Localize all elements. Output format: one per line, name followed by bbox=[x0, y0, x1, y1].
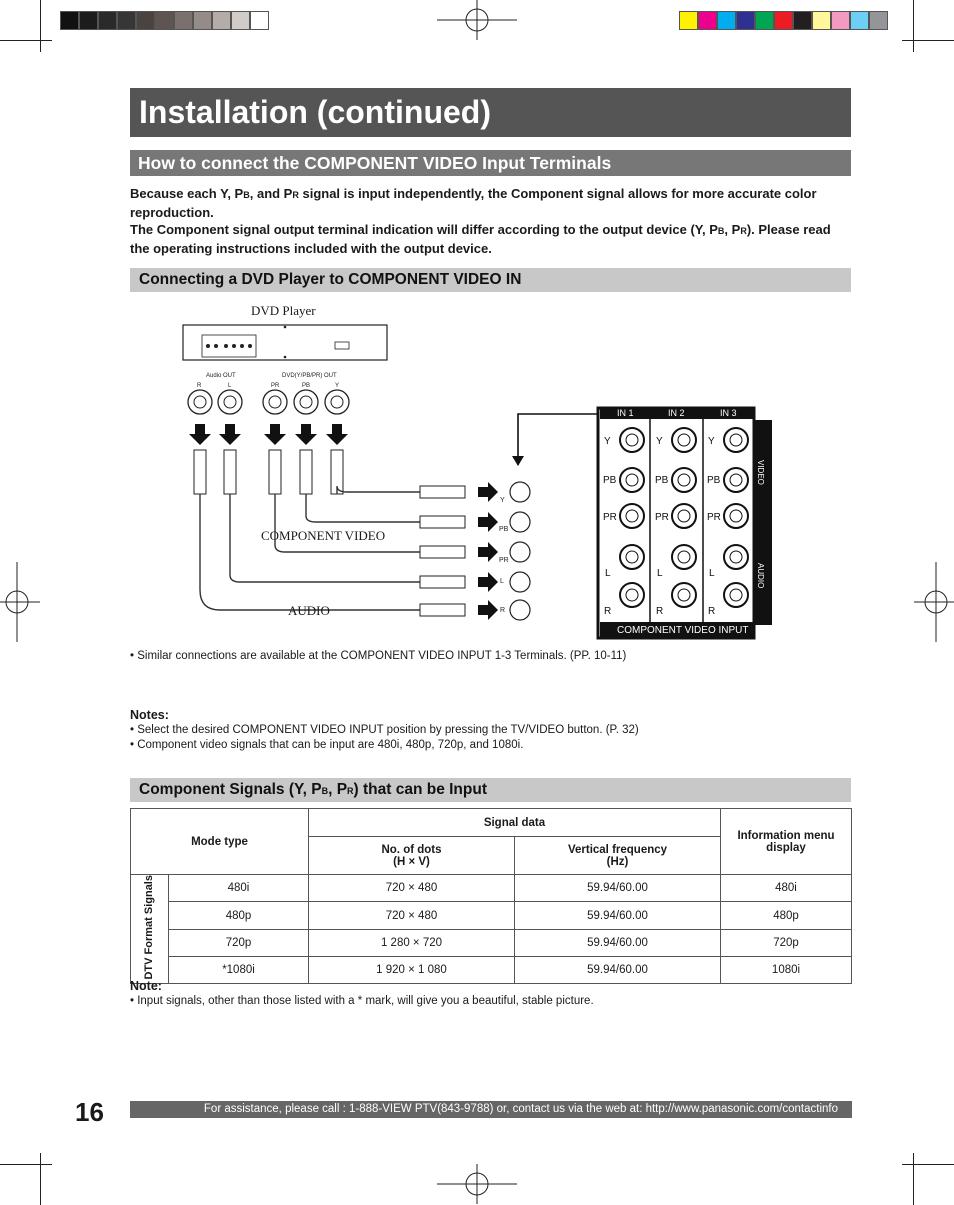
table-row: DTV Format Signals 480i 720 × 480 59.94/60.00 480i bbox=[131, 875, 852, 902]
color-swatch bbox=[774, 11, 793, 30]
svg-text:R: R bbox=[500, 607, 506, 614]
svg-text:PR: PR bbox=[603, 512, 617, 523]
note-text: • Input signals, other than those listed with a * mark, will give you a beautiful, stable picture. bbox=[130, 995, 594, 1007]
color-swatch bbox=[679, 11, 698, 30]
dvd-player-label: DVD Player bbox=[251, 303, 316, 318]
signal-data-header: Signal data bbox=[309, 809, 721, 837]
subheading-component-signals: Component Signals (Y, PB, PR) that can be Input bbox=[130, 778, 851, 802]
notes-item: • Select the desired COMPONENT VIDEO INPUT position by pressing the TV/VIDEO button. (P. 32) bbox=[130, 724, 639, 736]
svg-text:Y: Y bbox=[500, 497, 505, 504]
svg-text:COMPONENT VIDEO INPUT: COMPONENT VIDEO INPUT bbox=[617, 625, 749, 636]
svg-text:L: L bbox=[657, 568, 663, 579]
section-heading: How to connect the COMPONENT VIDEO Input Terminals bbox=[130, 150, 851, 176]
page-number: 16 bbox=[75, 1097, 104, 1127]
notes-heading: Notes: bbox=[130, 708, 169, 722]
svg-text:L: L bbox=[709, 568, 715, 579]
color-swatch bbox=[60, 11, 79, 30]
svg-text:PR: PR bbox=[655, 512, 669, 523]
color-swatch bbox=[717, 11, 736, 30]
svg-text:R: R bbox=[604, 606, 612, 617]
color-swatch bbox=[155, 11, 174, 30]
dvd-player-body bbox=[183, 325, 387, 360]
color-swatch bbox=[79, 11, 98, 30]
svg-text:PB: PB bbox=[603, 475, 617, 486]
table-row: 480p 720 × 480 59.94/60.00 480p bbox=[131, 902, 852, 929]
svg-text:IN 2: IN 2 bbox=[668, 408, 685, 418]
color-swatch bbox=[117, 11, 136, 30]
similar-connections-note: • Similar connections are available at the COMPONENT VIDEO INPUT 1-3 Terminals. (PP. 10-11) bbox=[130, 650, 627, 662]
audio-out-label: Audio OUT bbox=[206, 373, 236, 379]
color-swatch bbox=[812, 11, 831, 30]
svg-text:Y: Y bbox=[604, 436, 611, 447]
subheading-dvd-connection: Connecting a DVD Player to COMPONENT VIDEO IN bbox=[130, 268, 851, 292]
color-swatch bbox=[831, 11, 850, 30]
svg-text:PB: PB bbox=[655, 475, 669, 486]
svg-text:PB: PB bbox=[499, 526, 509, 533]
diagram-graphics bbox=[180, 320, 860, 640]
svg-text:Y: Y bbox=[335, 383, 340, 389]
svg-text:L: L bbox=[500, 578, 504, 585]
color-swatch bbox=[698, 11, 717, 30]
dots-header: No. of dots (H × V) bbox=[309, 837, 515, 875]
color-swatch bbox=[193, 11, 212, 30]
color-swatch bbox=[793, 11, 812, 30]
color-swatch bbox=[736, 11, 755, 30]
vfreq-header: Vertical frequency (Hz) bbox=[515, 837, 721, 875]
color-swatch bbox=[136, 11, 155, 30]
svg-text:R: R bbox=[656, 606, 664, 617]
table-row: *1080i 1 920 × 1 080 59.94/60.00 1080i bbox=[131, 957, 852, 983]
dvd-out-label: DVD(Y/PB/PR) OUT bbox=[282, 373, 337, 379]
svg-text:PR: PR bbox=[499, 557, 509, 564]
svg-text:VIDEO: VIDEO bbox=[756, 460, 765, 485]
svg-text:IN 3: IN 3 bbox=[720, 408, 737, 418]
notes-item: • Component video signals that can be input are 480i, 480p, 720p, and 1080i. bbox=[130, 739, 524, 751]
color-swatch bbox=[98, 11, 117, 30]
color-swatch bbox=[174, 11, 193, 30]
audio-label: AUDIO bbox=[288, 603, 330, 618]
notes-block bbox=[130, 708, 852, 753]
intro-text: Because each Y, PB, and PR signal is input independently, the Component signal allows for more accurate color reproduction. The Component signal output terminal indication will differ according to the output device (Y, PB, PR). Please read the operating instructions included with the output device. bbox=[130, 186, 831, 256]
color-swatch bbox=[231, 11, 250, 30]
signal-table bbox=[130, 808, 852, 984]
svg-text:L: L bbox=[228, 383, 232, 389]
color-swatch bbox=[212, 11, 231, 30]
dtv-group-label: DTV Format Signals bbox=[131, 875, 169, 984]
svg-text:Y: Y bbox=[656, 436, 663, 447]
page-title: Installation (continued) bbox=[130, 88, 851, 137]
svg-text:AUDIO: AUDIO bbox=[756, 563, 765, 589]
color-swatch bbox=[755, 11, 774, 30]
gray-color-bar bbox=[60, 11, 269, 30]
color-swatch bbox=[250, 11, 269, 30]
note-heading: Note: bbox=[130, 979, 162, 993]
note-block bbox=[130, 979, 852, 1009]
color-calibration-bar bbox=[679, 11, 888, 30]
svg-text:PB: PB bbox=[302, 383, 311, 389]
info-menu-header: Information menu display bbox=[721, 809, 852, 875]
footer-assistance: For assistance, please call : 1-888-VIEW PTV(843-9788) or, contact us via the web at: http://www.panasonic.com/contactinfo bbox=[130, 1101, 852, 1118]
table-row: 720p 1 280 × 720 59.94/60.00 720p bbox=[131, 929, 852, 956]
svg-text:PR: PR bbox=[271, 383, 280, 389]
svg-text:L: L bbox=[605, 568, 611, 579]
color-swatch bbox=[850, 11, 869, 30]
svg-text:R: R bbox=[708, 606, 716, 617]
component-video-label: COMPONENT VIDEO bbox=[261, 528, 386, 543]
mode-type-header: Mode type bbox=[131, 809, 309, 875]
color-swatch bbox=[869, 11, 888, 30]
svg-text:IN 1: IN 1 bbox=[617, 408, 634, 418]
svg-text:Y: Y bbox=[708, 436, 715, 447]
svg-text:R: R bbox=[197, 383, 202, 389]
svg-text:PR: PR bbox=[707, 512, 721, 523]
svg-text:PB: PB bbox=[707, 475, 721, 486]
